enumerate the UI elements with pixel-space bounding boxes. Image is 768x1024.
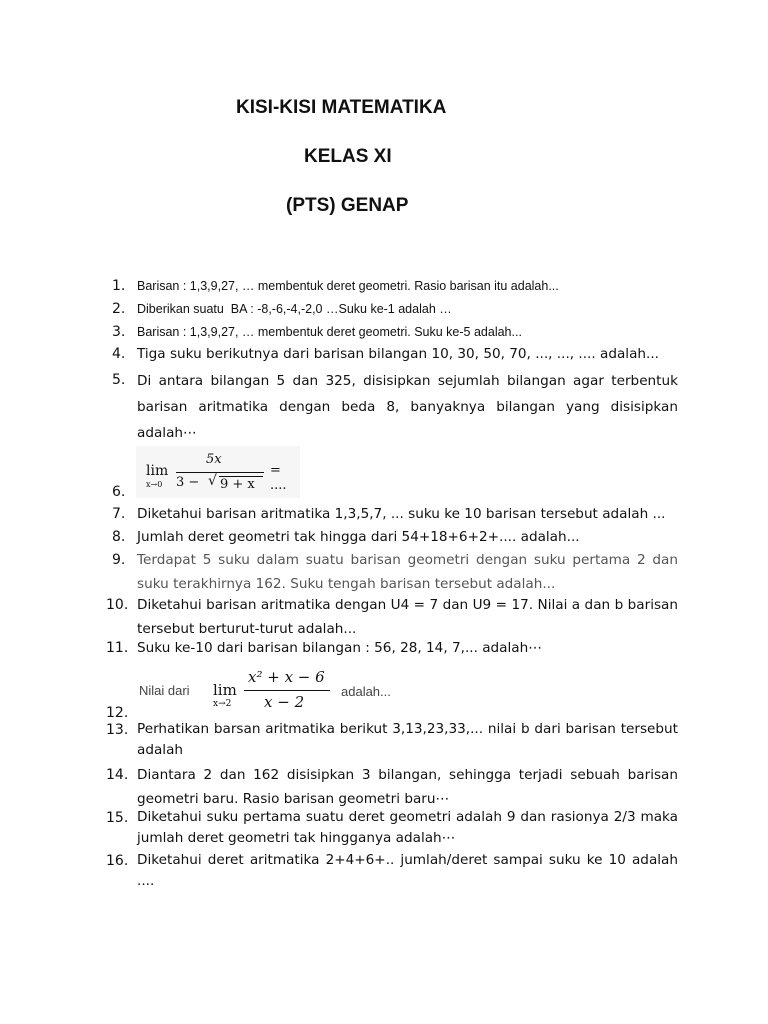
item-13-number: 13. xyxy=(106,722,129,738)
class-label: KELAS XI xyxy=(304,146,392,167)
item-6-number: 6. xyxy=(112,484,126,500)
lim-subscript: x→2 xyxy=(213,699,232,709)
item-12-number: 12. xyxy=(106,705,129,721)
sqrt-sign: √ xyxy=(208,473,217,489)
item-9-text: Terdapat 5 suku dalam suatu barisan geometri dengan suku pertama 2 dan suku terakhirnya 162. Suku tengah barisan tersebut adalah... xyxy=(137,552,678,592)
lim-label: lim xyxy=(146,463,169,479)
item-7-number: 7. xyxy=(112,506,126,522)
fraction-bar xyxy=(176,472,264,473)
item-1-text: Barisan : 1,3,9,27, … membentuk deret geometri. Rasio barisan itu adalah... xyxy=(137,279,559,293)
item-15-text: Diketahui suku pertama suatu deret geometri adalah 9 dan rasionya 2/3 maka jumlah deret geometri tak hingganya adalah⋯ xyxy=(137,809,678,846)
fraction-denominator: 3 − xyxy=(176,475,200,490)
item-11-text: Suku ke-10 dari barisan bilangan : 56, 28, 14, 7,... adalah⋯ xyxy=(137,640,542,656)
item-4-text: Tiga suku berikutnya dari barisan bilangan 10, 30, 50, 70, ..., ..., .... adalah... xyxy=(137,346,659,362)
formula-suffix: adalah... xyxy=(341,684,391,699)
item-10-text: Diketahui barisan aritmatika dengan U4 = 7 dan U9 = 17. Nilai a dan b barisan tersebut berturut-turut adalah... xyxy=(137,597,678,637)
item-15-number: 15. xyxy=(106,810,129,826)
formula-tail: = .... xyxy=(270,463,287,493)
item-11-number: 11. xyxy=(106,640,129,656)
lim-subscript: x→0 xyxy=(146,480,163,489)
item-8-text: Jumlah deret geometri tak hingga dari 54+18+6+2+.... adalah... xyxy=(137,529,580,545)
item-16-number: 16. xyxy=(106,853,129,869)
item-7-text: Diketahui barisan aritmatika 1,3,5,7, ... suku ke 10 barisan tersebut adalah ... xyxy=(137,506,666,522)
item-9-number: 9. xyxy=(112,552,126,568)
limit-formula-1 xyxy=(136,446,300,498)
item-5-text: Di antara bilangan 5 dan 325, disisipkan sejumlah bilangan agar terbentuk barisan aritmatika dengan beda 8, banyaknya bilangan yang disisipkan adalah⋯ xyxy=(137,373,678,441)
item-8-number: 8. xyxy=(112,529,126,545)
fraction-denominator: x − 2 xyxy=(264,693,305,711)
item-13-text: Perhatikan barsan aritmatika berikut 3,13,23,33,... nilai b dari barisan tersebut adalah xyxy=(137,721,678,758)
item-1-number: 1. xyxy=(112,278,126,294)
exam-label: (PTS) GENAP xyxy=(286,195,409,216)
sqrt-radicand: 9 + x xyxy=(220,477,255,492)
fraction-numerator: 5x xyxy=(206,452,222,467)
item-2-number: 2. xyxy=(112,301,126,317)
item-5-number: 5. xyxy=(112,372,126,388)
formula-prefix: Nilai dari xyxy=(139,683,190,698)
item-4-number: 4. xyxy=(112,346,126,362)
fraction-numerator: x² + x − 6 xyxy=(248,668,325,686)
item-10-number: 10. xyxy=(106,597,129,613)
item-14-number: 14. xyxy=(106,767,129,783)
item-14-text: Diantara 2 dan 162 disisipkan 3 bilangan, sehingga terjadi sebuah barisan geometri baru. Rasio barisan geometri baru⋯ xyxy=(137,767,678,807)
page-title: KISI-KISI MATEMATIKA xyxy=(236,97,447,118)
item-2-text: Diberikan suatu BA : -8,-6,-4,-2,0 …Suku ke-1 adalah … xyxy=(137,302,452,316)
limit-formula-2 xyxy=(136,668,402,716)
item-3-text: Barisan : 1,3,9,27, … membentuk deret geometri. Suku ke-5 adalah... xyxy=(137,325,522,339)
fraction-bar xyxy=(244,690,330,691)
item-3-number: 3. xyxy=(112,324,126,340)
lim-label: lim xyxy=(213,681,237,699)
item-16-text: Diketahui deret aritmatika 2+4+6+.. jumlah/deret sampai suku ke 10 adalah .... xyxy=(137,852,678,889)
